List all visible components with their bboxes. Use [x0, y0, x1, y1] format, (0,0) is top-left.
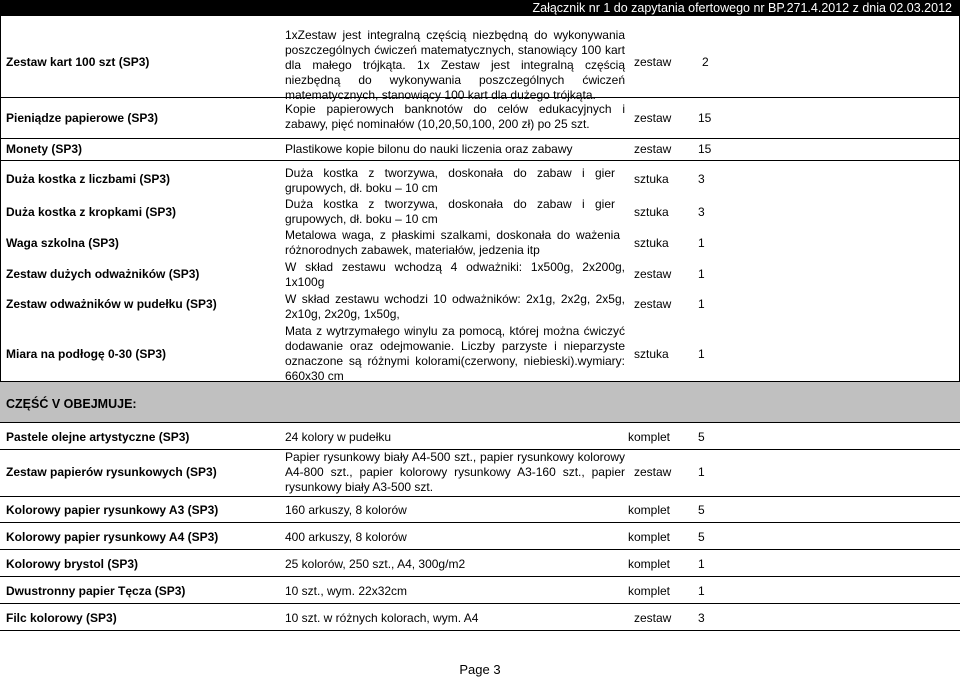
- item-quantity: 5: [698, 530, 705, 544]
- item-description: Mata z wytrzymałego winylu za pomocą, której można ćwiczyć dodawanie oraz odejmowanie. Liczby parzyste i nieparzyste oznaczone są różnymi kolorami(czerwony, niebieski).wymiary: 660x30 cm: [285, 324, 625, 383]
- item-unit: komplet: [628, 503, 671, 517]
- item-description: 25 kolorów, 250 szt., A4, 300g/m2: [285, 557, 466, 571]
- item-description: 400 arkuszy, 8 kolorów: [285, 530, 407, 544]
- item-name: Zestaw dużych odważników (SP3): [6, 267, 200, 281]
- item-description: Plastikowe kopie bilonu do nauki liczenia oraz zabawy: [285, 142, 573, 156]
- item-description: 160 arkuszy, 8 kolorów: [285, 503, 407, 517]
- item-quantity: 15: [698, 111, 712, 125]
- row-divider: [0, 422, 960, 423]
- item-description: Duża kostka z tworzywa, doskonała do zabaw i gier grupowych, dł. boku – 10 cm: [285, 197, 615, 226]
- item-unit: sztuka: [634, 205, 669, 219]
- row-divider: [0, 630, 960, 631]
- item-description: W skład zestawu wchodzi 10 odważników: 2x1g, 2x2g, 2x5g, 2x10g, 2x20g, 1x50g,: [285, 292, 625, 321]
- item-name: Zestaw kart 100 szt (SP3): [6, 55, 150, 69]
- header-text: Załącznik nr 1 do zapytania ofertowego nr BP.271.4.2012 z dnia 02.03.2012: [532, 1, 952, 15]
- item-unit: zestaw: [634, 611, 672, 625]
- item-description: Metalowa waga, z płaskimi szalkami, doskonała do ważenia różnorodnych zabawek, materiałów, jedzenia itp: [285, 228, 620, 257]
- item-description: Duża kostka z tworzywa, doskonała do zabaw i gier grupowych, dł. boku – 10 cm: [285, 166, 615, 195]
- item-unit: komplet: [628, 530, 671, 544]
- item-unit: komplet: [628, 584, 671, 598]
- item-name: Kolorowy brystol (SP3): [6, 557, 139, 571]
- item-unit: komplet: [628, 557, 671, 571]
- item-name: Miara na podłogę 0-30 (SP3): [6, 347, 167, 361]
- item-quantity: 1: [698, 347, 705, 361]
- item-quantity: 2: [702, 55, 709, 69]
- section-band: [0, 382, 960, 422]
- item-name: Kolorowy papier rysunkowy A4 (SP3): [6, 530, 219, 544]
- row-divider: [0, 603, 960, 604]
- item-unit: sztuka: [634, 347, 669, 361]
- item-description: 10 szt., wym. 22x32cm: [285, 584, 408, 598]
- item-unit: zestaw: [634, 142, 672, 156]
- item-name: Zestaw odważników w pudełku (SP3): [6, 297, 217, 311]
- item-name: Pastele olejne artystyczne (SP3): [6, 430, 190, 444]
- row-divider: [0, 138, 960, 139]
- item-name: Waga szkolna (SP3): [6, 236, 119, 250]
- item-description: 10 szt. w różnych kolorach, wym. A4: [285, 611, 479, 625]
- page-number: Page 3: [459, 662, 501, 677]
- item-unit: zestaw: [634, 55, 672, 69]
- item-unit: sztuka: [634, 172, 669, 186]
- item-description: Kopie papierowych banknotów do celów edukacyjnych i zabawy, pięć nominałów (10,20,50,100, 200 zł) po 25 szt.: [285, 102, 625, 131]
- item-quantity: 1: [698, 557, 705, 571]
- item-unit: komplet: [628, 430, 671, 444]
- item-name: Kolorowy papier rysunkowy A3 (SP3): [6, 503, 219, 517]
- item-unit: zestaw: [634, 297, 672, 311]
- column-divider: [0, 16, 1, 382]
- row-divider: [0, 160, 960, 161]
- item-quantity: 3: [698, 205, 705, 219]
- row-divider: [0, 522, 960, 523]
- item-name: Duża kostka z kropkami (SP3): [6, 205, 177, 219]
- item-description: 1xZestaw jest integralną częścią niezbędną do wykonywania poszczególnych ćwiczeń matematycznych, stanowiący 100 kart dla małego trójkąta. 1x Zestaw jest integralną częścią niezbędną do wykonywania poszczególnych ćwiczeń matematycznych, stanowiący 100 kart dla dużego trójkąta.: [285, 28, 625, 102]
- row-divider: [0, 576, 960, 577]
- item-quantity: 1: [698, 584, 705, 598]
- item-quantity: 3: [698, 611, 705, 625]
- item-quantity: 15: [698, 142, 712, 156]
- item-name: Dwustronny papier Tęcza (SP3): [6, 584, 186, 598]
- section-title: CZĘŚĆ V OBEJMUJE:: [6, 397, 137, 411]
- row-divider: [0, 549, 960, 550]
- item-unit: zestaw: [634, 267, 672, 281]
- item-quantity: 5: [698, 503, 705, 517]
- document-header: [0, 0, 960, 16]
- item-quantity: 1: [698, 297, 705, 311]
- item-description: W skład zestawu wchodzą 4 odważniki: 1x500g, 2x200g, 1x100g: [285, 260, 625, 289]
- item-description: 24 kolory w pudełku: [285, 430, 392, 444]
- item-unit: zestaw: [634, 111, 672, 125]
- item-quantity: 1: [698, 465, 705, 479]
- item-description: Papier rysunkowy biały A4-500 szt., papier rysunkowy kolorowy A4-800 szt., papier kolorowy rysunkowy A3-160 szt., papier rysunkowy biały A3-500 szt.: [285, 450, 625, 494]
- item-name: Duża kostka z liczbami (SP3): [6, 172, 171, 186]
- item-quantity: 5: [698, 430, 705, 444]
- item-quantity: 3: [698, 172, 705, 186]
- item-unit: zestaw: [634, 465, 672, 479]
- item-name: Zestaw papierów rysunkowych (SP3): [6, 465, 217, 479]
- item-quantity: 1: [698, 236, 705, 250]
- row-divider: [0, 496, 960, 497]
- item-name: Pieniądze papierowe (SP3): [6, 111, 159, 125]
- item-unit: sztuka: [634, 236, 669, 250]
- item-quantity: 1: [698, 267, 705, 281]
- item-name: Filc kolorowy (SP3): [6, 611, 117, 625]
- item-name: Monety (SP3): [6, 142, 83, 156]
